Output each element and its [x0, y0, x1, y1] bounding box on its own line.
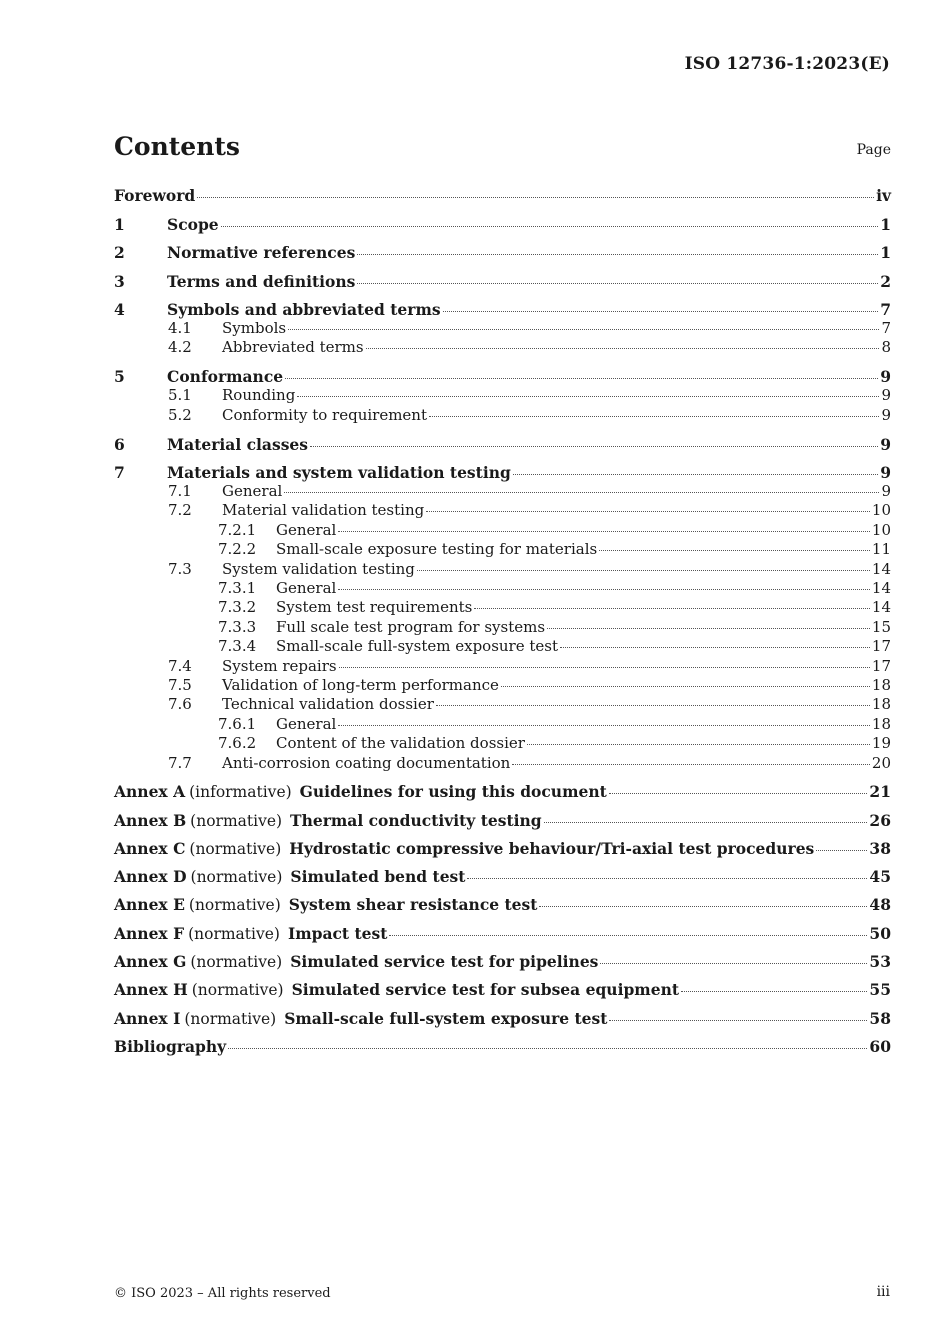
toc-entry-title: Symbols and abbreviated terms — [167, 300, 441, 319]
toc-entry-number: 7 — [114, 463, 125, 483]
toc-leader — [417, 570, 870, 571]
toc-entry-7-3-4[interactable] — [114, 637, 891, 656]
toc-entry-annex-f[interactable] — [114, 924, 891, 943]
toc-entry-annex-d[interactable] — [114, 867, 891, 886]
toc-entry-title: Full scale test program for systems — [276, 617, 546, 636]
toc-leader — [501, 686, 870, 687]
toc-entry-title: Materials and system validation testing — [167, 463, 511, 483]
toc-leader — [600, 963, 867, 964]
annex-label: Annex B — [114, 810, 187, 830]
copyright-notice: © ISO 2023 – All rights reserved — [114, 1286, 331, 1301]
annex-type: (normative) — [188, 924, 280, 943]
toc-entry-annex-g[interactable] — [114, 952, 891, 971]
toc-entry-5-2[interactable] — [114, 406, 891, 425]
page-number: iii — [876, 1284, 890, 1300]
toc-entry-page: 9 — [880, 463, 891, 483]
toc-entry-number: 7.3 — [168, 559, 192, 578]
toc-entry-3[interactable] — [114, 272, 891, 291]
toc-leader — [338, 531, 870, 532]
toc-entry-number: 7.2.1 — [218, 520, 257, 539]
annex-label: Annex A — [114, 782, 186, 802]
toc-entry-number: 1 — [114, 214, 125, 234]
annex-type: (normative) — [191, 981, 284, 1000]
toc-entry-title: General — [276, 579, 337, 598]
toc-entry-page: 21 — [869, 782, 891, 802]
toc-entry-5-1[interactable] — [114, 386, 891, 405]
toc-entry-title: Content of the validation dossier — [276, 734, 525, 753]
toc-entry-title: Hydrostatic compressive behaviour/Tri-axial test procedures — [289, 838, 815, 858]
toc-entry-2[interactable] — [114, 243, 891, 262]
annex-type: (normative) — [190, 868, 283, 887]
toc-entry-page: 55 — [869, 980, 891, 1000]
toc-leader — [599, 550, 870, 551]
toc-entry-6[interactable] — [114, 435, 891, 454]
annex-type: (normative) — [190, 811, 283, 830]
toc-leader — [338, 725, 870, 726]
toc-entry-4-2[interactable] — [114, 338, 891, 357]
toc-entry-4-1[interactable] — [114, 319, 891, 338]
toc-entry-title: Symbols — [222, 319, 287, 337]
toc-entry-page: 2 — [880, 271, 891, 291]
annex-type: (informative) — [189, 783, 292, 802]
toc-entry-bibliography[interactable] — [114, 1037, 891, 1056]
annex-label: Annex D — [114, 867, 187, 887]
toc-entry-title: Technical validation dossier — [222, 695, 434, 714]
toc-leader — [366, 348, 880, 349]
toc-entry-title: System validation testing — [222, 559, 415, 578]
toc-leader — [310, 446, 878, 447]
toc-entry-page: 15 — [871, 617, 891, 636]
annex-type: (normative) — [184, 1009, 277, 1028]
toc-entry-number: 7.3.3 — [218, 617, 257, 636]
toc-entry-number: 7.6.1 — [218, 714, 257, 733]
toc-leader — [339, 667, 870, 668]
toc-leader — [284, 492, 879, 493]
toc-entry-title: Simulated service test for subsea equipment — [291, 980, 679, 1000]
toc-entry-7-3[interactable] — [114, 560, 891, 579]
toc-entry-number: 2 — [114, 243, 125, 262]
toc-entry-title: System test requirements — [276, 598, 473, 617]
toc-entry-page: 17 — [871, 637, 891, 656]
toc-entry-7-2[interactable] — [114, 501, 891, 520]
toc-entry-title: Material classes — [167, 434, 309, 454]
toc-leader — [285, 378, 878, 379]
toc-entry-number: 7.2 — [168, 501, 192, 520]
toc-entry-page: 50 — [869, 923, 891, 943]
toc-entry-number: 7.5 — [168, 675, 192, 694]
toc-entry-page: 11 — [871, 540, 891, 559]
toc-entry-5[interactable] — [114, 367, 891, 386]
toc-entry-1[interactable] — [114, 215, 891, 234]
toc-entry-7[interactable] — [114, 463, 891, 482]
toc-entry-7-4[interactable] — [114, 657, 891, 676]
toc-entry-page: 9 — [881, 405, 891, 424]
toc-leader — [609, 1020, 867, 1021]
toc-entry-page: 9 — [880, 434, 891, 454]
toc-leader — [357, 254, 878, 255]
toc-entry-number: 7.2.2 — [218, 540, 257, 559]
toc-entry-title: Guidelines for using this document — [299, 782, 607, 802]
toc-entry-number: 7.3.4 — [218, 637, 257, 656]
toc-entry-title: Validation of long-term performance — [222, 675, 499, 694]
toc-leader — [389, 935, 867, 936]
annex-type: (normative) — [188, 896, 281, 915]
toc-entry-page: 19 — [871, 734, 891, 753]
toc-entry-number: 7.6 — [168, 695, 192, 714]
toc-entry-number: 5.1 — [168, 386, 192, 405]
toc-entry-title: Small-scale full-system exposure test — [284, 1008, 608, 1028]
toc-entry-title: General — [222, 482, 283, 501]
toc-entry-title: Simulated bend test — [290, 867, 466, 887]
toc-entry-page: 53 — [869, 952, 891, 971]
toc-entry-title: Conformity to requirement — [222, 405, 427, 424]
toc-entry-number: 5.2 — [168, 405, 192, 424]
contents-title: Contents — [114, 132, 241, 161]
toc-entry-annex-a[interactable] — [114, 782, 891, 801]
toc-leader — [527, 744, 870, 745]
toc-leader — [544, 822, 868, 823]
toc-leader — [816, 850, 867, 851]
page-column-label: Page — [856, 142, 891, 158]
toc-entry-number: 4.1 — [168, 319, 192, 337]
toc-leader — [467, 878, 867, 879]
toc-entry-number: 7.7 — [168, 753, 192, 772]
document-id: ISO 12736-1:2023(E) — [684, 54, 890, 74]
toc-entry-page: 10 — [871, 501, 891, 520]
toc-entry-title: Bibliography — [114, 1036, 227, 1056]
toc-entry-title: Normative references — [167, 243, 356, 262]
annex-label: Annex E — [114, 895, 185, 915]
toc-entry-page: 60 — [869, 1036, 891, 1056]
toc-entry-page: 7 — [880, 300, 891, 319]
annex-label: Annex F — [114, 923, 185, 943]
toc-entry-number: 5 — [114, 367, 125, 387]
toc-entry-number: 7.4 — [168, 656, 192, 675]
toc-leader — [539, 906, 867, 907]
toc-entry-title: Abbreviated terms — [222, 338, 364, 357]
toc-entry-title: System repairs — [222, 656, 337, 675]
toc-entry-page: 20 — [871, 753, 891, 772]
toc-leader — [474, 608, 870, 609]
toc-leader — [513, 474, 878, 475]
toc-entry-title: Small-scale exposure testing for materials — [276, 540, 598, 559]
toc-main-entries — [114, 186, 891, 773]
toc-entry-7-2-2[interactable] — [114, 540, 891, 559]
toc-entry-number: 7.1 — [168, 482, 192, 501]
toc-leader — [681, 991, 867, 992]
toc-entry-page: 45 — [869, 867, 891, 887]
toc-leader — [609, 793, 868, 794]
toc-entry-page: 9 — [881, 482, 891, 501]
toc-entry-page: 14 — [871, 559, 891, 578]
toc-entry-title: System shear resistance test — [288, 895, 538, 915]
toc-entry-title: Anti-corrosion coating documentation — [222, 753, 511, 772]
toc-entry-title: Conformance — [167, 367, 284, 387]
toc-entry-title: Terms and definitions — [167, 271, 356, 291]
toc-entry-number: 7.3.1 — [218, 579, 257, 598]
annex-label: Annex G — [114, 952, 187, 971]
toc-entry-number: 4 — [114, 300, 125, 319]
toc-entry-annex-b[interactable] — [114, 811, 891, 830]
toc-entry-page: 17 — [871, 656, 891, 675]
toc-entry-page: 14 — [871, 579, 891, 598]
toc-entry-title: General — [276, 714, 337, 733]
toc-entry-7-3-2[interactable] — [114, 598, 891, 617]
toc-entry-7-3-3[interactable] — [114, 618, 891, 637]
toc-entry-7-5[interactable] — [114, 676, 891, 695]
toc-entry-annex-h[interactable] — [114, 980, 891, 999]
annex-label: Annex H — [114, 980, 188, 1000]
toc-entry-page: 26 — [869, 810, 891, 830]
toc-entry-7-2-1[interactable] — [114, 521, 891, 540]
annex-type: (normative) — [190, 953, 283, 971]
toc-entry-page: 58 — [869, 1008, 891, 1028]
toc-entry-page: 14 — [871, 598, 891, 617]
toc-entry-page: 9 — [881, 386, 891, 405]
toc-entry-number: 6 — [114, 434, 125, 454]
toc-leader — [436, 705, 870, 706]
toc-entry-annex-e[interactable] — [114, 895, 891, 914]
toc-entry-7-3-1[interactable] — [114, 579, 891, 598]
toc-leader — [221, 226, 879, 227]
toc-entry-title: General — [276, 520, 337, 539]
toc-entry-7-1[interactable] — [114, 482, 891, 501]
toc-leader — [197, 197, 874, 198]
toc-leader — [297, 396, 879, 397]
toc-entry-page: iv — [876, 186, 891, 205]
annex-type: (normative) — [189, 839, 282, 858]
toc-entry-title: Small-scale full-system exposure test — [276, 637, 559, 656]
toc-entry-7-6-2[interactable] — [114, 734, 891, 753]
toc-leader — [512, 764, 870, 765]
toc-entry-page: 18 — [871, 695, 891, 714]
toc-entry-title: Simulated service test for pipelines — [290, 952, 599, 971]
toc-entry-foreword[interactable] — [114, 186, 891, 205]
toc-entry-title: Thermal conductivity testing — [290, 810, 542, 830]
toc-entry-page: 7 — [881, 319, 891, 337]
toc-entry-title: Foreword — [114, 186, 196, 205]
toc-entry-page: 1 — [880, 214, 891, 234]
toc-entry-page: 38 — [869, 838, 891, 858]
annex-label: Annex I — [114, 1008, 181, 1028]
toc-leader — [228, 1048, 867, 1049]
toc-entry-page: 48 — [869, 895, 891, 915]
toc-annex-entries — [114, 782, 891, 1027]
table-of-contents — [114, 186, 891, 1056]
toc-entry-page: 18 — [871, 714, 891, 733]
toc-leader — [426, 511, 870, 512]
toc-leader — [338, 589, 870, 590]
toc-entry-title: Material validation testing — [222, 501, 425, 520]
toc-entry-title: Rounding — [222, 386, 296, 405]
toc-leader — [443, 311, 879, 312]
toc-leader — [357, 283, 878, 284]
toc-leader — [547, 628, 870, 629]
toc-entry-annex-i[interactable] — [114, 1009, 891, 1028]
toc-entry-page: 18 — [871, 675, 891, 694]
toc-entry-number: 7.6.2 — [218, 734, 257, 753]
toc-entry-number: 4.2 — [168, 338, 192, 357]
toc-entry-4[interactable] — [114, 300, 891, 319]
toc-entry-number: 3 — [114, 271, 125, 291]
toc-entry-title: Impact test — [287, 923, 388, 943]
toc-entry-number: 7.3.2 — [218, 598, 257, 617]
toc-entry-page: 10 — [871, 520, 891, 539]
toc-leader — [560, 647, 870, 648]
annex-label: Annex C — [114, 838, 186, 858]
toc-entry-7-7[interactable] — [114, 754, 891, 773]
toc-entry-7-6[interactable] — [114, 695, 891, 714]
toc-entry-page: 9 — [880, 367, 891, 387]
toc-leader — [429, 416, 879, 417]
toc-entry-page: 1 — [880, 243, 891, 262]
toc-leader — [288, 329, 879, 330]
toc-entry-annex-c[interactable] — [114, 839, 891, 858]
toc-entry-7-6-1[interactable] — [114, 715, 891, 734]
toc-entry-page: 8 — [881, 338, 891, 357]
toc-entry-title: Scope — [167, 214, 219, 234]
